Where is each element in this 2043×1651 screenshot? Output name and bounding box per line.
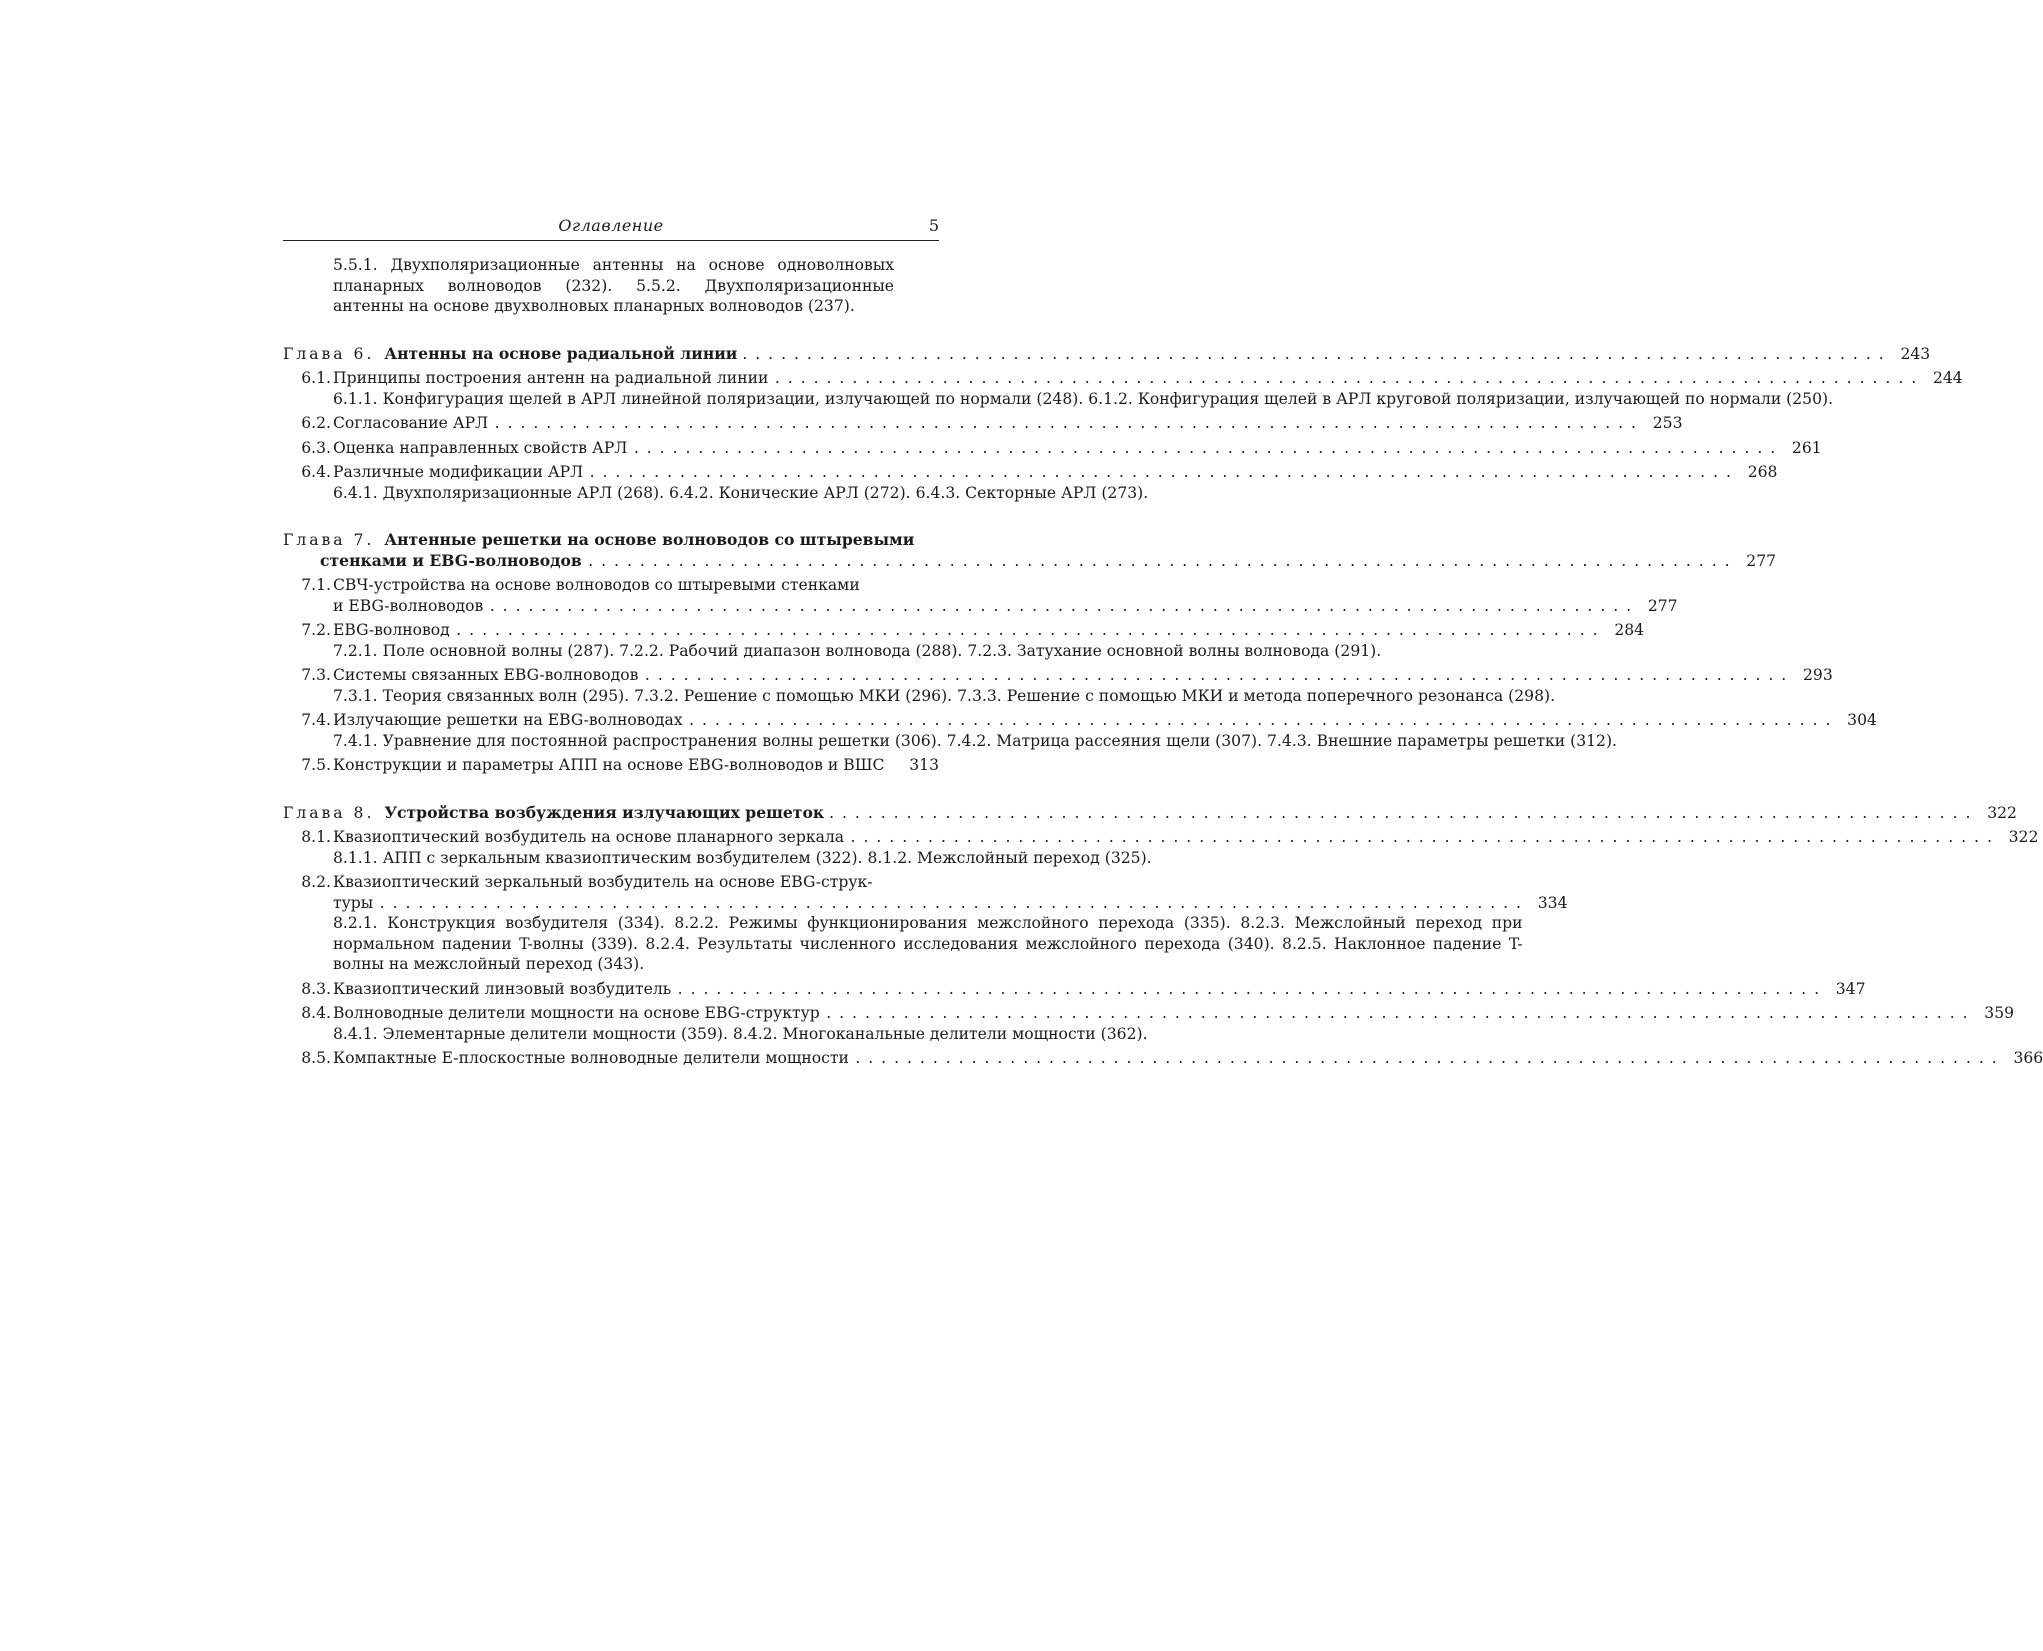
header-page-number: 5 <box>928 216 939 235</box>
section-number: 8.5. <box>301 1049 331 1067</box>
section-page: 347 <box>1835 979 1866 998</box>
section-number: 8.3. <box>301 979 331 998</box>
chapter-7-heading[interactable] <box>283 530 1777 571</box>
section-7-2[interactable] <box>283 620 1645 661</box>
subsections: 8.2.1. Конструкция возбудителя (334). 8.2.2. Режимы функционирования межслойного перехода (335). 8.2.3. Межслойный переход при нормальном падении T-волны (339). 8.2.4. Результаты численного исследования межслойного перехода (340). 8.2.5. Наклонное падение T-волны на межслойный переход (343). <box>333 914 1523 973</box>
section-page: 253 <box>1652 414 1683 432</box>
chapter-7-label: Глава 7. <box>283 531 375 549</box>
chapter-7 <box>283 530 1877 776</box>
section-7-5[interactable] <box>283 755 939 776</box>
subsections: 6.4.1. Двухполяризационные АРЛ (268). 6.4.2. Конические АРЛ (272). 6.4.3. Секторные АРЛ (273). <box>333 483 1149 502</box>
subsections: 8.1.1. АПП с зеркальным квазиоптическим возбудителем (322). 8.1.2. Межслойный переход (325). <box>333 848 1152 867</box>
section-page: 334 <box>1537 893 1568 912</box>
header-title: Оглавление <box>558 216 664 235</box>
section-number: 7.2. <box>301 621 331 639</box>
section-number: 7.4. <box>301 711 331 729</box>
subsections: 7.2.1. Поле основной волны (287). 7.2.2. Рабочий диапазон волновода (288). 7.2.3. Затухание основной волны волновода (291). <box>333 641 1382 660</box>
section-number: 6.2. <box>301 414 331 432</box>
section-page: 304 <box>1847 711 1877 729</box>
section-8-2[interactable] <box>283 872 1568 975</box>
toc-page <box>283 210 2043 1069</box>
chapter-6-heading[interactable] <box>283 343 1931 365</box>
section-8-3[interactable] <box>283 979 1866 1000</box>
section-title: Согласование АРЛ . . . <box>333 413 1638 434</box>
section-page: 322 <box>2008 828 2039 846</box>
section-title-line1: СВЧ-устройства на основе волноводов со штыревыми стенками <box>333 576 860 594</box>
section-6-3[interactable] <box>283 438 1822 459</box>
section-7-4[interactable] <box>283 710 1877 751</box>
section-title-line2: и EBG-волноводов . . . <box>333 596 1633 617</box>
section-page: 244 <box>1932 369 1963 387</box>
chapter-7-title-line1: Антенные решетки на основе волноводов со штыревыми <box>384 530 915 549</box>
section-title: Системы связанных EBG-волноводов . . . <box>333 665 1788 686</box>
chapter-8-heading[interactable] <box>283 802 2017 824</box>
section-title: Квазиоптический линзовый возбудитель . . . <box>333 979 1821 1000</box>
chapter-6 <box>283 343 1963 504</box>
section-8-5[interactable] <box>283 1048 2043 1069</box>
chapter-7-title-line2: стенками и EBG-волноводов <box>320 550 582 570</box>
section-page: 359 <box>1984 1004 2015 1022</box>
chapter-6-title: Антенны на основе радиальной линии <box>384 343 738 363</box>
section-page: 293 <box>1803 666 1833 684</box>
section-6-2[interactable] <box>283 413 1683 434</box>
section-title: EBG-волновод . . . <box>333 620 1599 641</box>
subsections: 7.4.1. Уравнение для постоянной распространения волны решетки (306). 7.4.2. Матрица рассеяния щели (307). 7.4.3. Внешние параметры решетки (312). <box>333 731 1618 750</box>
chapter-8-page: 322 <box>1987 803 2017 822</box>
chapter-8 <box>283 802 2043 1069</box>
section-number: 6.1. <box>301 369 331 387</box>
section-page: 366 <box>2013 1049 2043 1067</box>
section-page: 284 <box>1614 621 1645 639</box>
running-header <box>283 210 939 241</box>
section-title-line2: туры . . . <box>333 893 1523 914</box>
section-number: 8.4. <box>301 1004 331 1022</box>
section-number: 7.3. <box>301 666 331 684</box>
section-6-4[interactable] <box>283 462 1778 503</box>
section-title: Различные модификации АРЛ . . . <box>333 462 1732 483</box>
chapter-6-page: 243 <box>1900 344 1931 363</box>
chapter-8-title: Устройства возбуждения излучающих решеток <box>384 802 825 822</box>
chapter-8-label: Глава 8. <box>283 803 375 822</box>
section-page: 277 <box>1647 596 1678 615</box>
subsections: 6.1.1. Конфигурация щелей в АРЛ линейной поляризации, излучающей по нормали (248). 6.1.2. Конфигурация щелей в АРЛ круговой поляризации, излучающей по нормали (250). <box>333 389 1834 408</box>
section-title: Квазиоптический возбудитель на основе планарного зеркала . . . <box>333 827 1993 848</box>
section-number: 8.2. <box>301 873 331 891</box>
section-page: 313 <box>909 756 939 774</box>
intro-subsections: 5.5.1. Двухполяризационные антенны на основе одноволновых планарных волноводов (232). 5.5.2. Двухполяризационные антенны на основе двухволновых планарных волноводов (237). <box>333 256 894 315</box>
section-title: Излучающие решетки на EBG-волноводах . . . <box>333 710 1832 731</box>
section-title: Конструкции и параметры АПП на основе EBG-волноводов и ВШС <box>333 756 885 774</box>
chapter-6-label: Глава 6. <box>283 344 375 363</box>
subsections: 8.4.1. Элементарные делители мощности (359). 8.4.2. Многоканальные делители мощности (362). <box>333 1024 1148 1043</box>
section-6-1[interactable] <box>283 368 1963 409</box>
section-7-1[interactable] <box>283 575 1678 616</box>
section-page: 268 <box>1747 463 1778 481</box>
section-title: Принципы построения антенн на радиальной линии . . . <box>333 368 1918 389</box>
section-8-4[interactable] <box>283 1003 2015 1044</box>
section-number: 8.1. <box>301 828 331 846</box>
section-number: 6.4. <box>301 463 331 481</box>
section-number: 6.3. <box>301 438 331 457</box>
subsections: 7.3.1. Теория связанных волн (295). 7.3.2. Решение с помощью МКИ (296). 7.3.3. Решение с помощью МКИ и метода поперечного резонанса (298). <box>333 686 1556 705</box>
section-7-3[interactable] <box>283 665 1833 706</box>
toc-body <box>283 255 2043 1069</box>
section-title: Волноводные делители мощности на основе EBG-структур . . . <box>333 1003 1969 1024</box>
section-number: 7.5. <box>301 756 331 774</box>
section-title: Компактные E-плоскостные волноводные делители мощности . . . <box>333 1048 1998 1069</box>
section-number: 7.1. <box>301 576 331 594</box>
chapter-7-page: 277 <box>1746 551 1777 570</box>
section-page: 261 <box>1791 438 1822 457</box>
section-8-1[interactable] <box>283 827 2039 868</box>
section-title-line1: Квазиоптический зеркальный возбудитель на основе EBG-струк- <box>333 873 873 891</box>
section-title: Оценка направленных свойств АРЛ . . . <box>333 438 1777 459</box>
